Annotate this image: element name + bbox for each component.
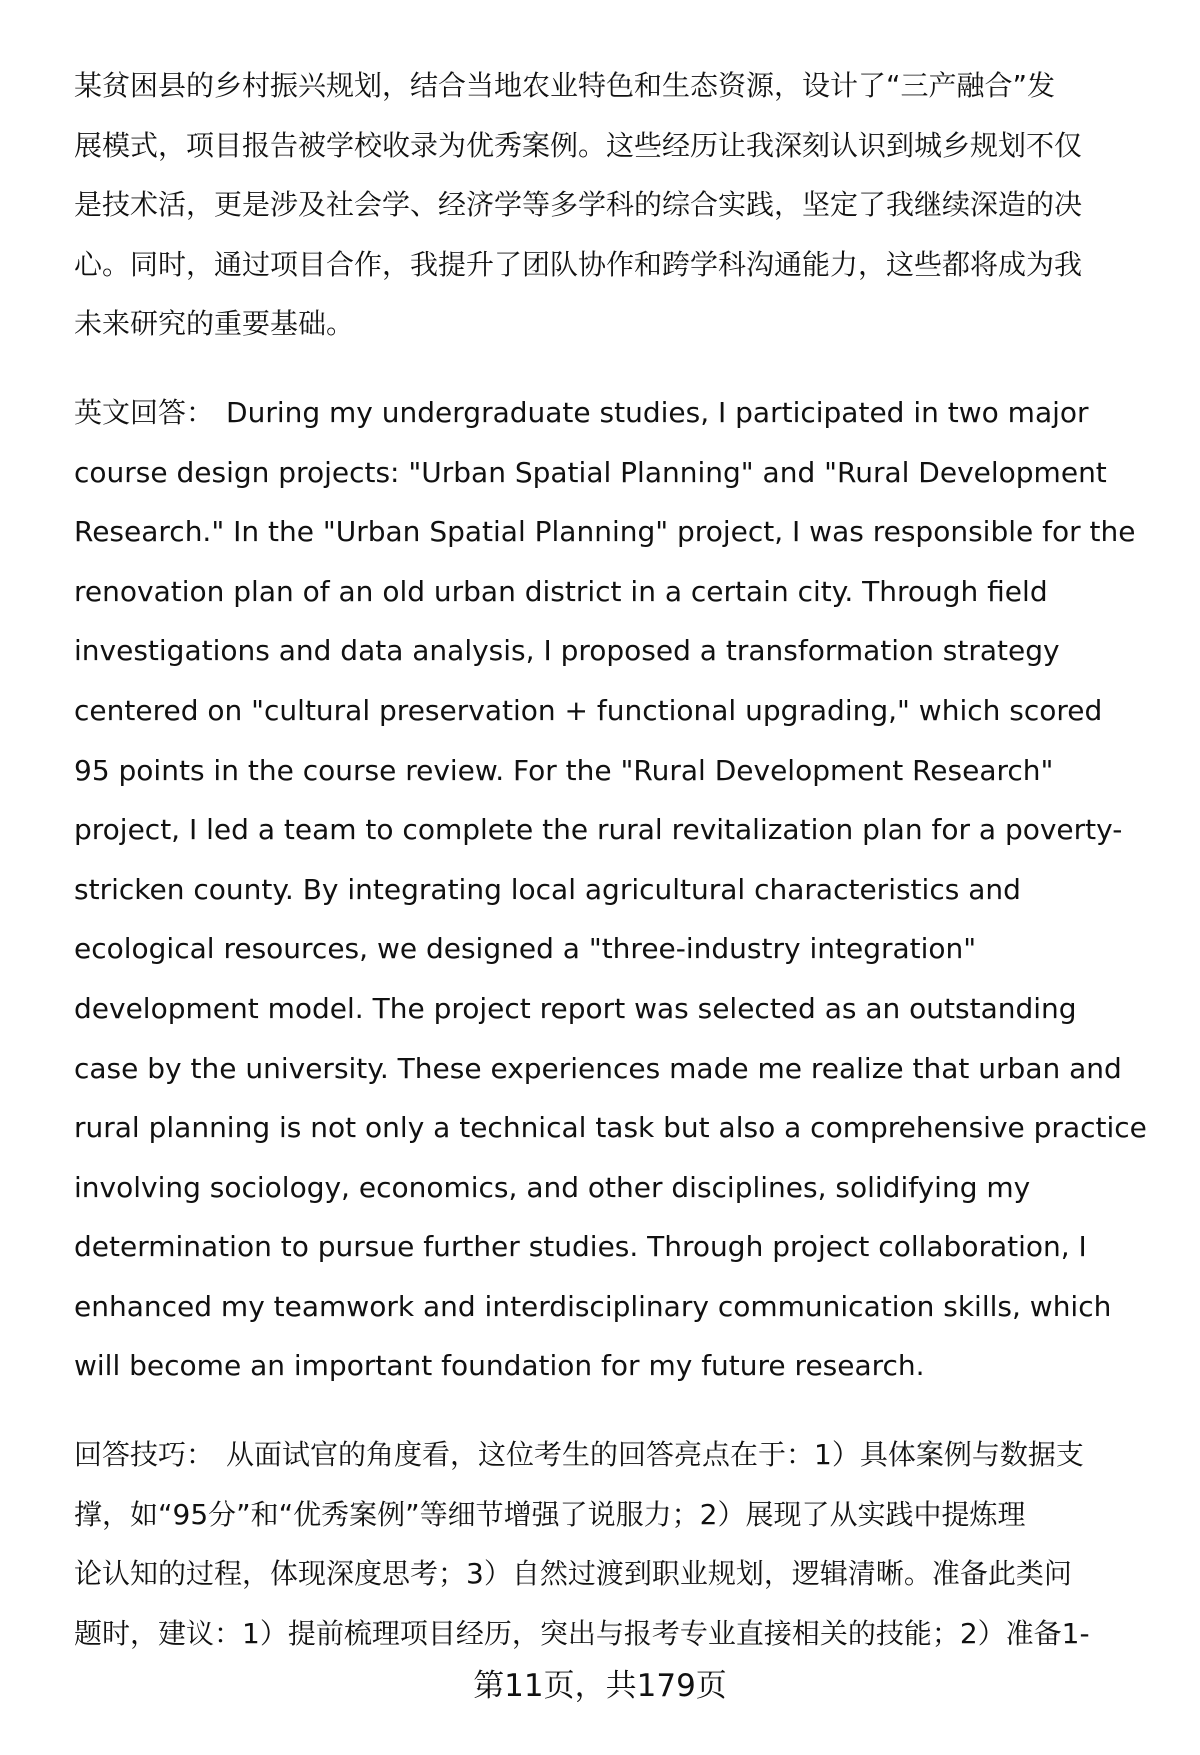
text-line: case by the university. These experiences made me realize that urban and — [74, 1051, 1122, 1085]
paragraph-spacer — [74, 1396, 1154, 1425]
text-line: 某贫困县的乡村振兴规划，结合当地农业特色和生态资源，设计了“三产融合”发 — [74, 69, 1056, 102]
text-line: involving sociology, economics, and other disciplines, solidifying my — [74, 1170, 1031, 1204]
text-line: renovation plan of an old urban district in a certain city. Through field — [74, 574, 1048, 608]
text-line: 题时，建议：1）提前梳理项目经历，突出与报考专业直接相关的技能；2）准备1- — [74, 1616, 1090, 1650]
paragraph-spacer — [74, 354, 1154, 383]
text-line: 心。同时，通过项目合作，我提升了团队协作和跨学科沟通能力，这些都将成为我 — [74, 247, 1083, 281]
text-line — [74, 1425, 1154, 1485]
text-line: course design projects: "Urban Spatial Planning" and "Rural Development — [74, 455, 1107, 489]
document-page — [74, 56, 1154, 1663]
text-line: 撑，如“95分”和“优秀案例”等细节增强了说服力；2）展现了从实践中提炼理 — [74, 1497, 1026, 1531]
answer-tips-label: 回答技巧： — [74, 1438, 215, 1472]
paragraph-english-answer — [74, 383, 1154, 1396]
text-line: development model. The project report was selected as an outstanding — [74, 991, 1077, 1025]
text-line-content: During my undergraduate studies, I participated in two major — [226, 395, 1089, 429]
text-line: 论认知的过程，体现深度思考；3）自然过渡到职业规划，逻辑清晰。准备此类问 — [74, 1557, 1072, 1591]
text-line: enhanced my teamwork and interdisciplinary communication skills, which — [74, 1289, 1112, 1323]
text-line: ecological resources, we designed a "three-industry integration" — [74, 932, 977, 966]
text-line: 展模式，项目报告被学校收录为优秀案例。这些经历让我深刻认识到城乡规划不仅 — [74, 128, 1083, 162]
text-line: will become an important foundation for my future research. — [74, 1349, 925, 1383]
text-line: determination to pursue further studies. Through project collaboration, I — [74, 1230, 1087, 1264]
text-line — [74, 383, 1154, 443]
text-line: 95 points in the course review. For the "Rural Development Research" — [74, 753, 1054, 787]
text-line: Research." In the "Urban Spatial Planning" project, I was responsible for the — [74, 515, 1136, 549]
english-answer-label: 英文回答： — [74, 395, 215, 429]
paragraph-chinese-continuation — [74, 56, 1154, 354]
text-line: rural planning is not only a technical task but also a comprehensive practice — [74, 1111, 1147, 1145]
page-number-footer: 第11页，共179页 — [473, 1668, 727, 1704]
text-line: stricken county. By integrating local agricultural characteristics and — [74, 872, 1021, 906]
text-line: 未来研究的重要基础。 — [74, 307, 355, 341]
text-line-content: 从面试官的角度看，这位考生的回答亮点在于：1）具体案例与数据支 — [226, 1438, 1084, 1472]
text-line: centered on "cultural preservation + functional upgrading," which scored — [74, 693, 1103, 727]
paragraph-answer-tips — [74, 1425, 1154, 1663]
text-line: project, I led a team to complete the rural revitalization plan for a poverty- — [74, 813, 1123, 847]
text-line: investigations and data analysis, I proposed a transformation strategy — [74, 634, 1060, 668]
text-line: 是技术活，更是涉及社会学、经济学等多学科的综合实践，坚定了我继续深造的决 — [74, 188, 1083, 222]
